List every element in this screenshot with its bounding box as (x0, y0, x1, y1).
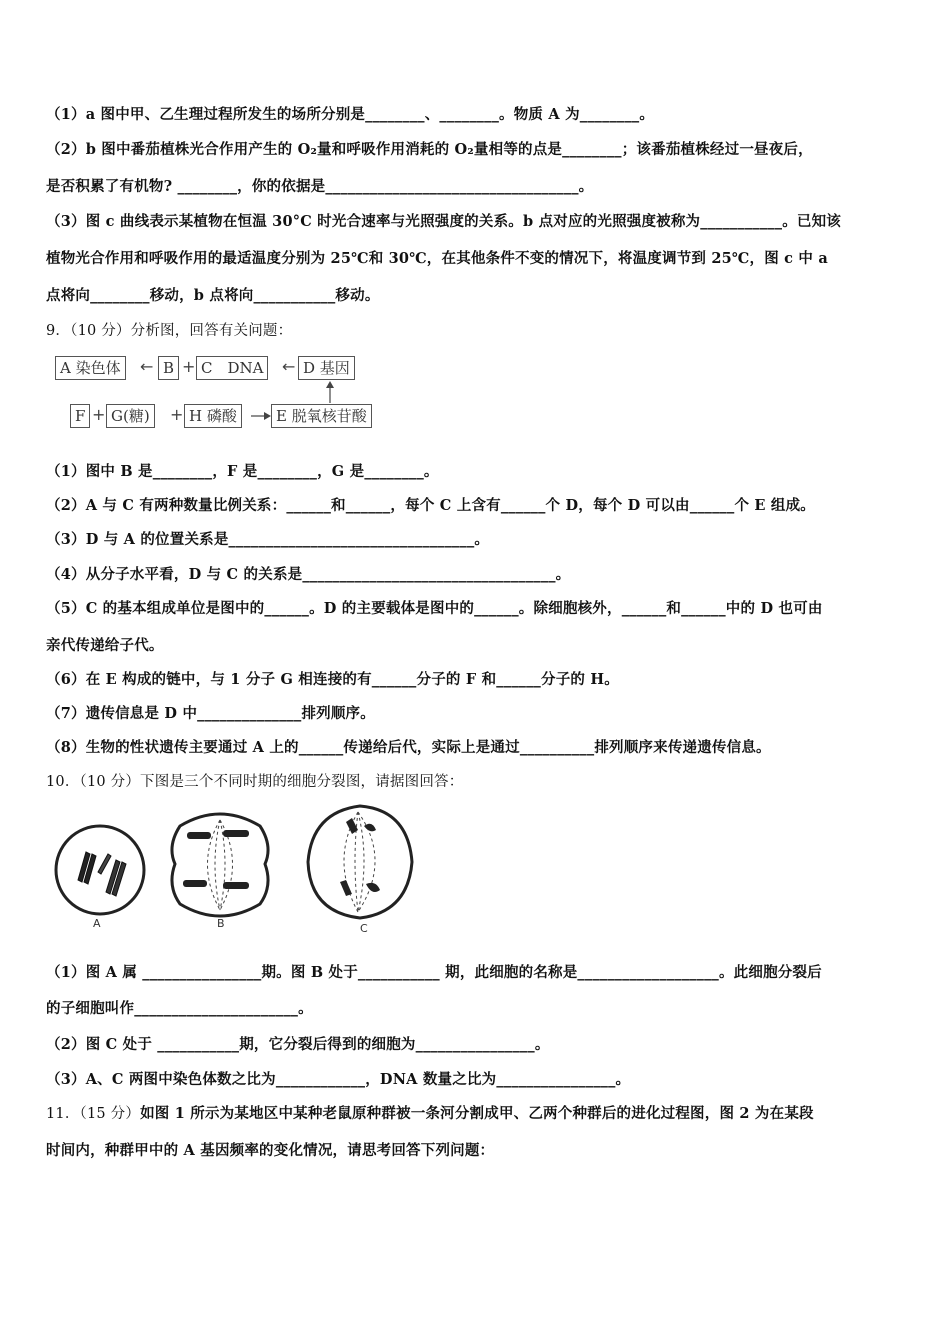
box-h-phosphate: H 磷酸 (184, 404, 242, 428)
q11-line1 (46, 1102, 814, 1123)
q9-part7: （7）遗传信息是 D 中______________排列顺序。 (46, 705, 375, 722)
q11-text-1: 如图 1 所示为某地区中某种老鼠原种群被一条河分割成甲、乙两个种群后的进化过程图，图 2 为在某段 (140, 1105, 814, 1122)
plus-icon: + (182, 357, 196, 376)
q8-part3-line2: 植物光合作用和呼吸作用的最适温度分别为 25℃和 30℃，在其他条件不变的情况下，将温度调节到 25℃，图 c 中 a (46, 250, 828, 267)
cell-c-label: C (360, 922, 368, 935)
cell-b-label: B (217, 917, 225, 930)
q10-part1-line2: 的子细胞叫作______________________。 (46, 1000, 313, 1017)
q10-part3: （3）A、C 两图中染色体数之比为____________，DNA 数量之比为________________。 (46, 1071, 631, 1088)
q9-part1: （1）图中 B 是________，F 是________，G 是________。 (46, 463, 439, 480)
q9-part4: （4）从分子水平看，D 与 C 的关系是__________________________________。 (46, 566, 571, 583)
box-f: F (70, 404, 90, 428)
q9-part5-line2: 亲代传递给子代。 (46, 637, 164, 654)
q9-part2: （2）A 与 C 有两种数量比例关系：______和______，每个 C 上含有______个 D，每个 D 可以由______个 E 组成。 (46, 497, 815, 514)
cell-c-illustration (300, 800, 420, 925)
cell-a-label: A (93, 917, 101, 930)
arrow-left-icon: ← (140, 357, 154, 376)
q8-part2-line1: （2）b 图中番茄植株光合作用产生的 O₂量和呼吸作用消耗的 O₂量相等的点是________；该番茄植株经过一昼夜后， (46, 141, 813, 158)
box-g-sugar: G(糖) (106, 404, 155, 428)
q11-line2: 时间内，种群甲中的 A 基因频率的变化情况，请思考回答下列问题： (46, 1142, 495, 1159)
cell-a-illustration (50, 820, 150, 920)
arrow-up-icon (320, 380, 340, 404)
q9-part3: （3）D 与 A 的位置关系是_________________________________。 (46, 531, 490, 548)
box-c-dna: C DNA (196, 356, 268, 380)
q11-heading: 11．（15 分） (46, 1106, 141, 1122)
q8-part2-line2: 是否积累了有机物? ________，你的依据是__________________________________。 (46, 178, 594, 195)
plus-icon: + (92, 405, 106, 424)
arrow-right-icon (250, 408, 272, 424)
box-a-chromosome: A 染色体 (55, 356, 126, 380)
q9-heading: 9．（10 分）分析图，回答有关问题： (46, 323, 293, 339)
q10-part1-line1: （1）图 A 属 ________________期。图 B 处于___________ 期，此细胞的名称是___________________。此细胞分裂后 (46, 964, 822, 981)
box-d-gene: D 基因 (298, 356, 355, 380)
q8-part3-line3: 点将向________移动，b 点将向___________移动。 (46, 287, 380, 304)
q8-part3-line1: （3）图 c 曲线表示某植物在恒温 30°C 时光合速率与光照强度的关系。b 点对应的光照强度被称为___________。已知该 (46, 213, 842, 230)
arrow-left-icon: ← (282, 357, 296, 376)
q10-part2: （2）图 C 处于 ___________期，它分裂后得到的细胞为________________。 (46, 1036, 550, 1053)
box-b: B (158, 356, 179, 380)
q8-part1: （1）a 图中甲、乙生理过程所发生的场所分别是________、________。物质 A 为________。 (46, 106, 655, 123)
q9-part6: （6）在 E 构成的链中，与 1 分子 G 相连接的有______分子的 F 和______分子的 H。 (46, 671, 619, 688)
q9-part8: （8）生物的性状遗传主要通过 A 上的______传递给后代，实际上是通过__________排列顺序来传递遗传信息。 (46, 739, 771, 756)
plus-icon: + (170, 405, 184, 424)
q10-heading: 10．（10 分）下图是三个不同时期的细胞分裂图，请据图回答： (46, 774, 464, 790)
box-e-deoxynucleotide: E 脱氧核苷酸 (271, 404, 372, 428)
q9-part5-line1: （5）C 的基本组成单位是图中的______。D 的主要载体是图中的______。除细胞核外，______和______中的 D 也可由 (46, 600, 823, 617)
cell-b-illustration (165, 806, 275, 924)
